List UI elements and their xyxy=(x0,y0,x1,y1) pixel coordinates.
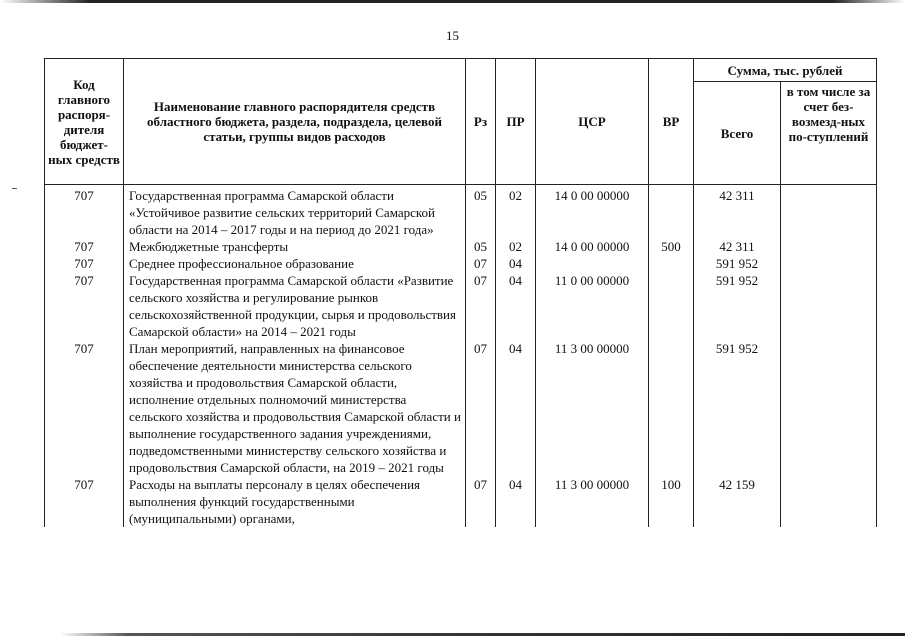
scan-edge-bottom xyxy=(60,633,905,636)
cell-incl xyxy=(781,476,877,527)
cell-csr: 14 0 00 00000 xyxy=(536,238,649,255)
cell-name: Государственная программа Самарской области «Устойчивое развитие сельских территорий Самарской области на 2014 – 2017 годы и на период до 2021 года» xyxy=(124,185,466,239)
cell-code: 707 xyxy=(45,272,124,340)
cell-rz: 07 xyxy=(466,476,496,527)
table-row xyxy=(45,238,877,255)
cell-incl xyxy=(781,340,877,476)
cell-csr: 11 3 00 00000 xyxy=(536,476,649,527)
table-row xyxy=(45,185,877,239)
cell-code: 707 xyxy=(45,476,124,527)
cell-csr: 11 3 00 00000 xyxy=(536,340,649,476)
cell-csr: 11 0 00 00000 xyxy=(536,272,649,340)
table-header xyxy=(45,59,877,185)
cell-total: 591 952 xyxy=(694,255,781,272)
header-csr: ЦСР xyxy=(536,59,649,185)
cell-pr: 04 xyxy=(496,476,536,527)
cell-incl xyxy=(781,255,877,272)
cell-total: 42 311 xyxy=(694,238,781,255)
cell-vr xyxy=(649,185,694,239)
header-incl: в том числе за счет без-возмезд-ных по-ступлений xyxy=(781,82,877,185)
cell-pr: 04 xyxy=(496,272,536,340)
cell-code: 707 xyxy=(45,255,124,272)
table-row xyxy=(45,255,877,272)
cell-pr: 02 xyxy=(496,238,536,255)
cell-incl xyxy=(781,272,877,340)
cell-incl xyxy=(781,185,877,239)
header-total: Всего xyxy=(694,82,781,185)
header-vr: ВР xyxy=(649,59,694,185)
cell-code: 707 xyxy=(45,238,124,255)
cell-total: 591 952 xyxy=(694,272,781,340)
cell-total: 42 159 xyxy=(694,476,781,527)
cell-name: Среднее профессиональное образование xyxy=(124,255,466,272)
cell-pr: 02 xyxy=(496,185,536,239)
cell-total: 42 311 xyxy=(694,185,781,239)
scan-mark xyxy=(12,188,17,189)
header-sum: Сумма, тыс. рублей xyxy=(694,59,877,82)
header-rz: Рз xyxy=(466,59,496,185)
table-row xyxy=(45,340,877,476)
header-name: Наименование главного распорядителя средств областного бюджета, раздела, подраздела, целевой статьи, группы видов расходов xyxy=(124,59,466,185)
table-body xyxy=(45,185,877,528)
cell-rz: 07 xyxy=(466,255,496,272)
cell-incl xyxy=(781,238,877,255)
cell-rz: 07 xyxy=(466,340,496,476)
cell-code: 707 xyxy=(45,340,124,476)
table-row xyxy=(45,476,877,527)
cell-name: Государственная программа Самарской области «Развитие сельского хозяйства и регулирование рынков сельскохозяйственной продукции, сырья и продовольствия Самарской области» на 2014 – 2021 годы xyxy=(124,272,466,340)
page-number: 15 xyxy=(446,28,459,43)
cell-rz: 05 xyxy=(466,185,496,239)
cell-csr: 14 0 00 00000 xyxy=(536,185,649,239)
cell-name: Расходы на выплаты персоналу в целях обеспечения выполнения функций государственными (муниципальными) органами, xyxy=(124,476,466,527)
header-pr: ПР xyxy=(496,59,536,185)
cell-vr xyxy=(649,340,694,476)
cell-csr xyxy=(536,255,649,272)
cell-pr: 04 xyxy=(496,340,536,476)
scan-edge-top xyxy=(0,0,905,3)
cell-pr: 04 xyxy=(496,255,536,272)
cell-vr xyxy=(649,272,694,340)
cell-vr: 500 xyxy=(649,238,694,255)
cell-vr: 100 xyxy=(649,476,694,527)
header-code: Код главного распоря-дителя бюджет-ных средств xyxy=(45,59,124,185)
cell-total: 591 952 xyxy=(694,340,781,476)
cell-vr xyxy=(649,255,694,272)
table-row xyxy=(45,272,877,340)
cell-name: Межбюджетные трансферты xyxy=(124,238,466,255)
cell-rz: 05 xyxy=(466,238,496,255)
budget-table xyxy=(44,58,877,527)
cell-name: План мероприятий, направленных на финансовое обеспечение деятельности министерства сельского хозяйства и продовольствия Самарской области, исполнение отдельных полномочий министерства сельского хозяйства и продовольствия Самарской области и выполнение государственного задания учреждениями, подведомственными министерству сельского хозяйства и продовольствия Самарской области, на 2019 – 2021 годы xyxy=(124,340,466,476)
cell-rz: 07 xyxy=(466,272,496,340)
cell-code: 707 xyxy=(45,185,124,239)
